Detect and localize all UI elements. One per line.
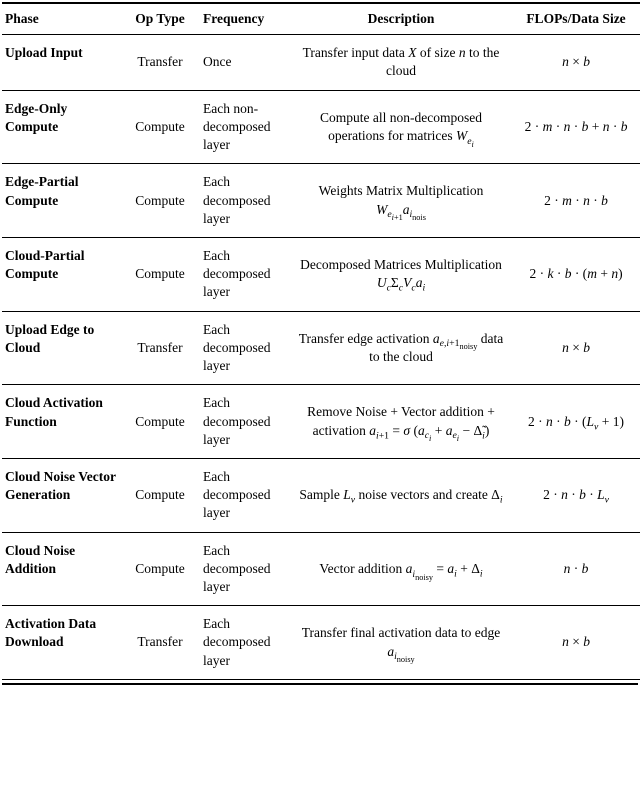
description-cell: Weights Matrix Multiplication $W_{e_{i+1}}a_{i_{nois}}$ [292, 164, 510, 238]
description-cell: Transfer input data X of size n to the cloud [292, 35, 510, 90]
table-row [2, 35, 640, 90]
frequency-cell: Each decomposed layer [200, 458, 292, 532]
op-type-cell: Compute [120, 385, 200, 459]
table-row [2, 90, 640, 164]
op-type-cell: Transfer [120, 35, 200, 90]
phase-cell: Edge-Partial Compute [2, 164, 120, 238]
phase-cell: Edge-Only Compute [2, 90, 120, 164]
flops-cell: n × b [510, 35, 640, 90]
table-row [2, 385, 640, 459]
description-cell: Compute all non-decomposed operations for matrices $W_{e_i}$ [292, 90, 510, 164]
description-cell: Transfer edge activation $a_{e,i+1_{noisy}}$ data to the cloud [292, 311, 510, 385]
phase-cell: Cloud Noise Vector Generation [2, 458, 120, 532]
phase-cell: Upload Input [2, 35, 120, 90]
flops-cell: n × b [510, 606, 640, 680]
op-type-cell: Transfer [120, 311, 200, 385]
op-type-cell: Compute [120, 164, 200, 238]
op-type-cell: Transfer [120, 606, 200, 680]
column-header-phase: Phase [2, 3, 120, 35]
frequency-cell: Each decomposed layer [200, 385, 292, 459]
flops-cell: n × b [510, 311, 640, 385]
phase-cell: Cloud-Partial Compute [2, 237, 120, 311]
description-cell: Vector addition $a_{i_{noisy}} = a_i + \Delta_i$ [292, 532, 510, 606]
op-type-cell: Compute [120, 532, 200, 606]
table-bottom-rule [2, 683, 638, 686]
frequency-cell: Each decomposed layer [200, 606, 292, 680]
frequency-cell: Each decomposed layer [200, 311, 292, 385]
description-cell: Transfer final activation data to edge $a_{i_{noisy}}$ [292, 606, 510, 680]
flops-cell: 2 · k · b · (m + n) [510, 237, 640, 311]
description-cell: Sample $L_v$ noise vectors and create $\Delta_i$ [292, 458, 510, 532]
phase-cell: Cloud Activation Function [2, 385, 120, 459]
op-type-cell: Compute [120, 237, 200, 311]
phase-cell: Activation Data Download [2, 606, 120, 680]
table-row [2, 532, 640, 606]
frequency-cell: Each decomposed layer [200, 164, 292, 238]
table-row [2, 311, 640, 385]
flops-cell: n · b [510, 532, 640, 606]
table-header-row [2, 3, 640, 35]
description-cell: Remove Noise + Vector addition + activation $a_{i+1} = \sigma$ ($a_{c_i} + a_{e_i}$ − $\Deltã_i$) [292, 385, 510, 459]
table-row [2, 237, 640, 311]
column-header-description: Description [292, 3, 510, 35]
frequency-cell: Each decomposed layer [200, 237, 292, 311]
description-cell: Decomposed Matrices Multiplication $U_c\Sigma_cV_ca_i$ [292, 237, 510, 311]
phase-cell: Upload Edge to Cloud [2, 311, 120, 385]
flops-cell: $2 \cdot n \cdot b \cdot (L_v + 1)$ [510, 385, 640, 459]
op-type-cell: Compute [120, 90, 200, 164]
column-header-frequency: Frequency [200, 3, 292, 35]
column-header-op-type: Op Type [120, 3, 200, 35]
frequency-cell: Each decomposed layer [200, 532, 292, 606]
flops-cell: 2 · m · n · b + n · b [510, 90, 640, 164]
op-type-cell: Compute [120, 458, 200, 532]
flops-cell: $2 \cdot n \cdot b \cdot L_v$ [510, 458, 640, 532]
table-row [2, 458, 640, 532]
cost-table [2, 2, 640, 680]
column-header-flops: FLOPs/Data Size [510, 3, 640, 35]
phase-cell: Cloud Noise Addition [2, 532, 120, 606]
table-row [2, 164, 640, 238]
table-row [2, 606, 640, 680]
frequency-cell: Once [200, 35, 292, 90]
frequency-cell: Each non-decomposed layer [200, 90, 292, 164]
flops-cell: 2 · m · n · b [510, 164, 640, 238]
